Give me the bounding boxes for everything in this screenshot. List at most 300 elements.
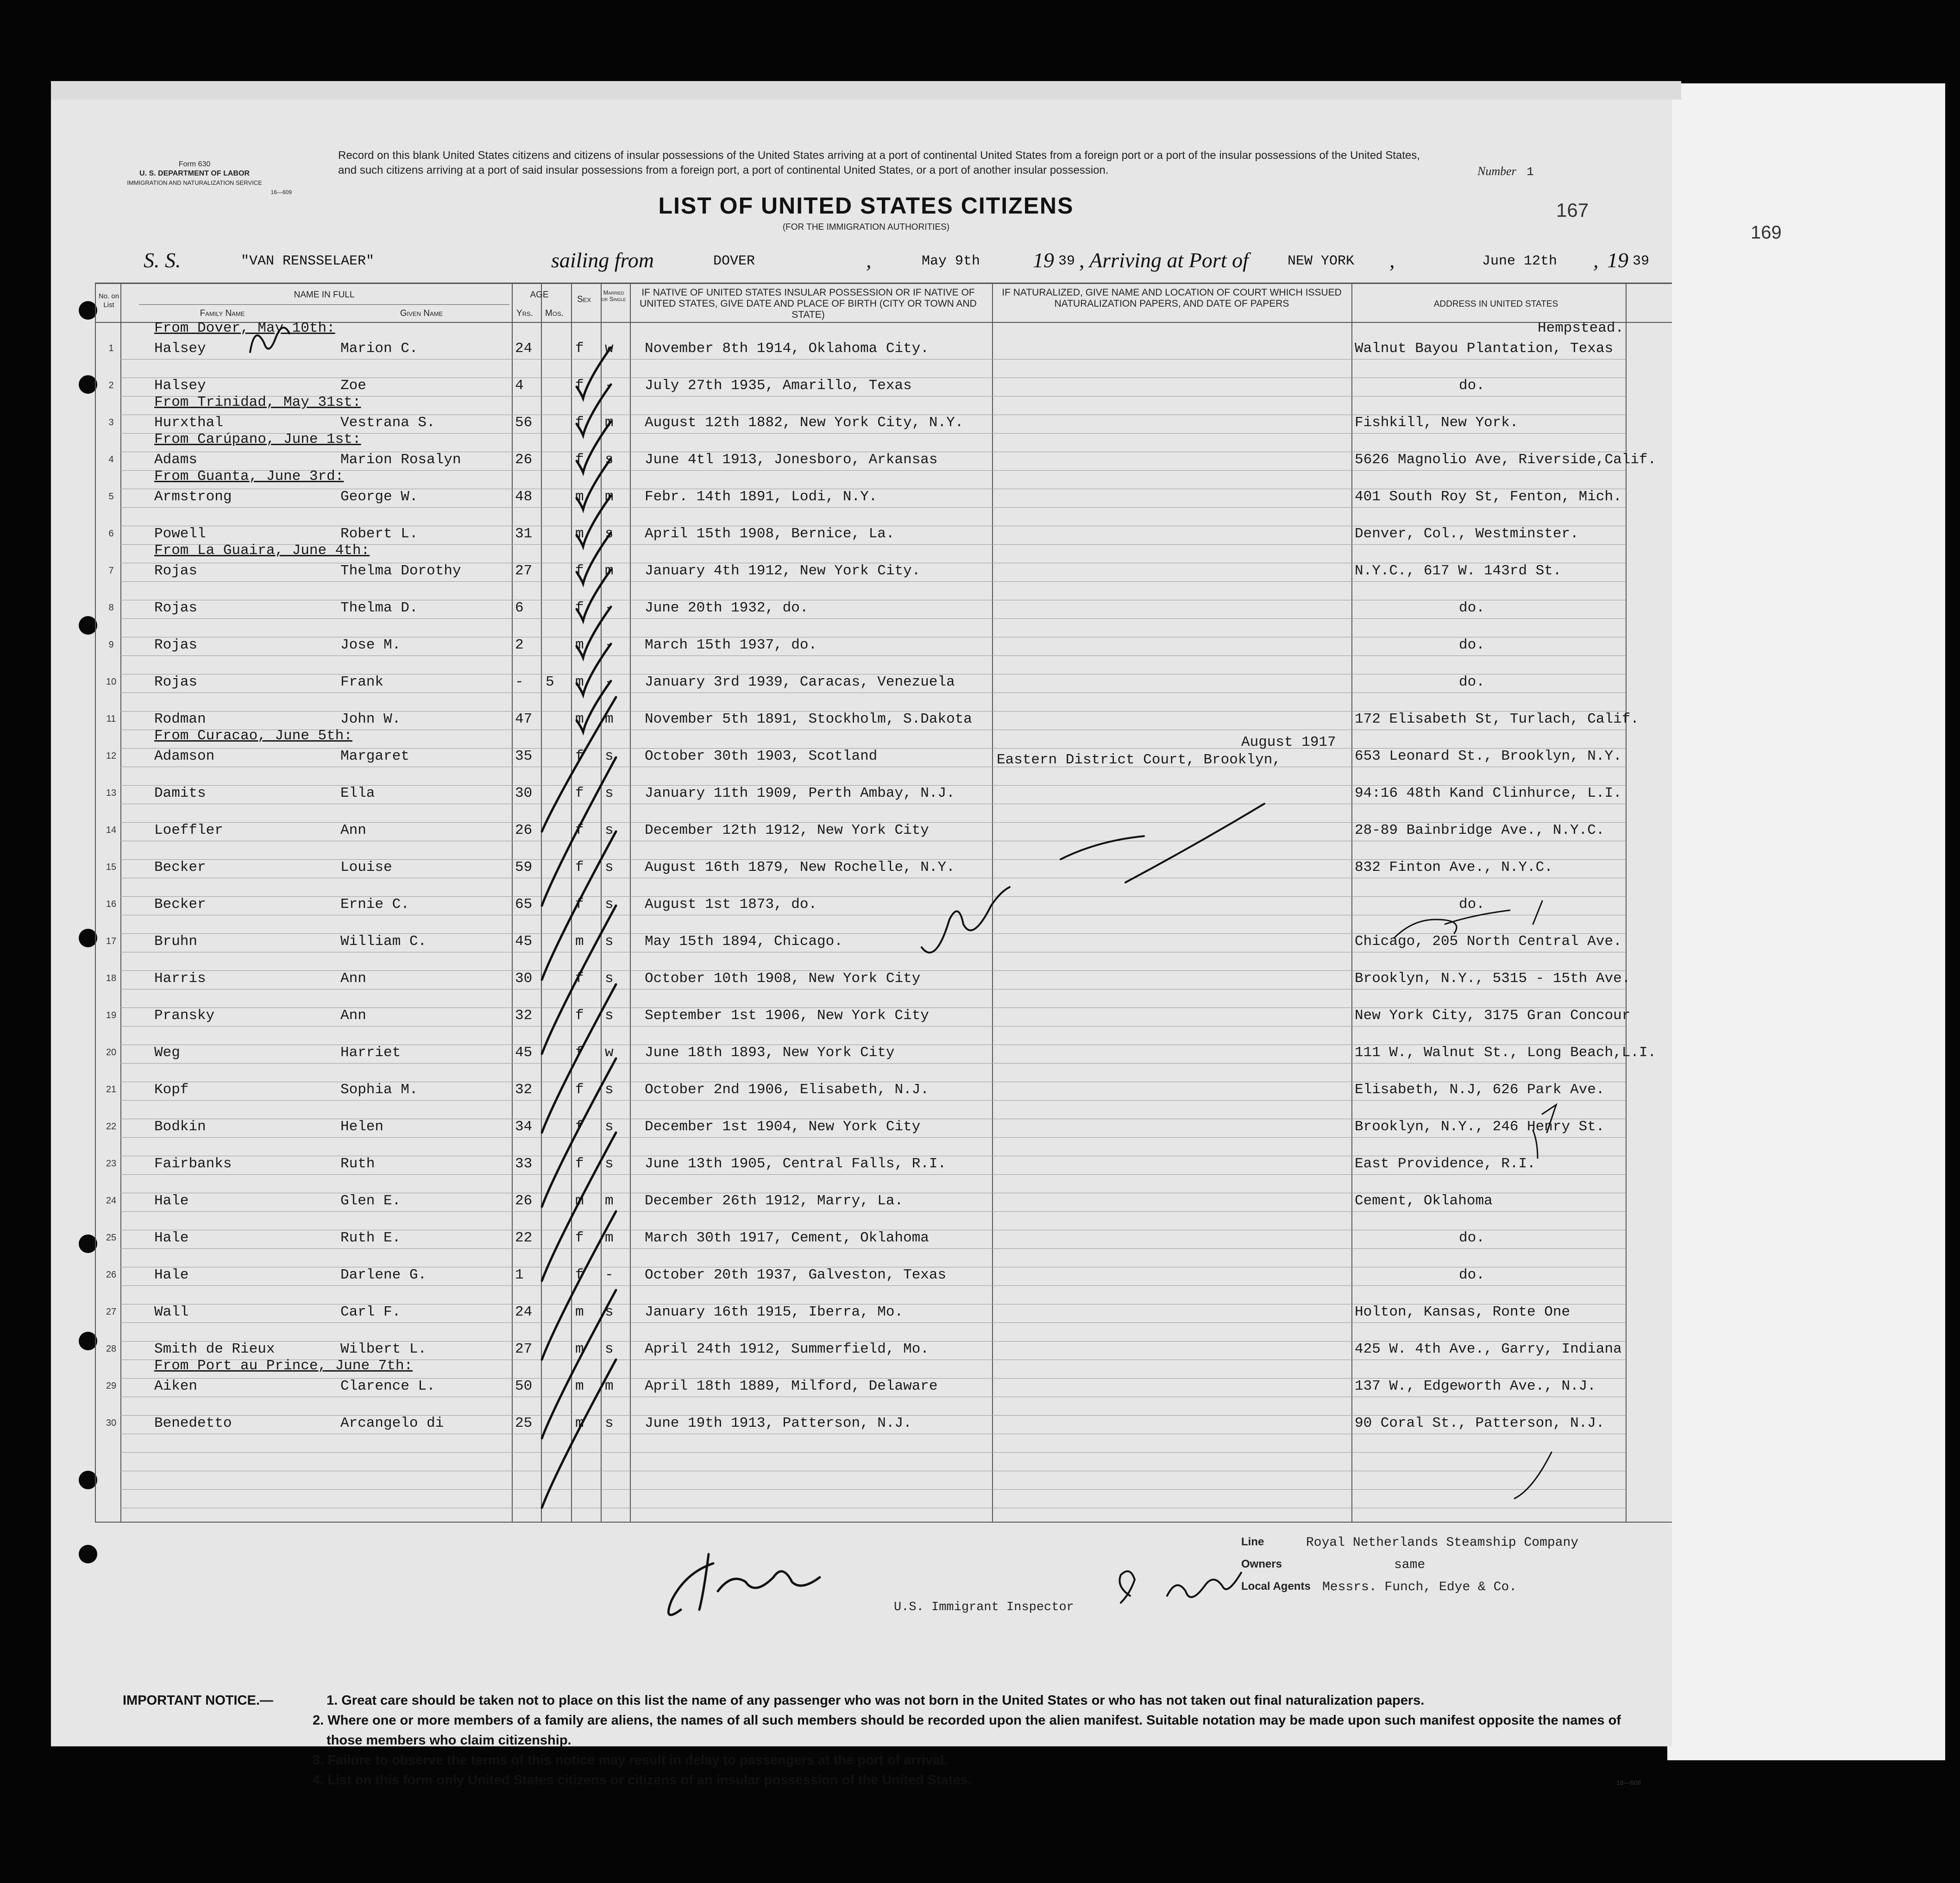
number-value: 1: [1527, 165, 1534, 179]
marital-status: s: [605, 970, 614, 987]
row-number: 18: [106, 973, 117, 983]
address: Chicago, 205 North Central Ave.: [1355, 933, 1622, 950]
sex: f: [575, 748, 584, 764]
age-years: 35: [515, 748, 533, 764]
birth-info: April 24th 1912, Summerfield, Mo.: [645, 1341, 929, 1357]
given-name: Harriet: [340, 1045, 401, 1061]
sailing-label: sailing from: [551, 248, 654, 272]
address: 425 W. 4th Ave., Garry, Indiana: [1355, 1341, 1622, 1357]
ss-label: S. S.: [144, 248, 181, 272]
birth-info: October 10th 1908, New York City: [645, 970, 921, 987]
given-name: Frank: [340, 674, 384, 690]
given-name: William C.: [340, 933, 427, 950]
group-header: From Dover, May 10th:: [154, 320, 335, 336]
row-number: 17: [106, 936, 117, 946]
marital-status: s: [605, 859, 614, 875]
marital-status: w: [605, 340, 614, 357]
age-years: 25: [515, 1415, 533, 1431]
handwritten-check: [542, 1211, 616, 1360]
birth-info: December 12th 1912, New York City: [645, 822, 929, 838]
address: N.Y.C., 617 W. 143rd St.: [1355, 563, 1562, 579]
given-name: Darlene G.: [340, 1267, 427, 1283]
given-name: Carl F.: [340, 1304, 401, 1320]
inspector-signature: [668, 1554, 820, 1615]
age-years: -: [515, 674, 524, 690]
family-name: Becker: [154, 859, 206, 875]
family-name: Wall: [154, 1304, 189, 1320]
age-years: 50: [515, 1378, 533, 1394]
address: 28-89 Bainbridge Ave., N.Y.C.: [1355, 822, 1605, 838]
row-number: 9: [108, 640, 114, 650]
sex: f: [575, 340, 584, 357]
age-years: 26: [515, 452, 533, 468]
given-name: Marion Rosalyn: [340, 452, 461, 468]
marital-status: s: [605, 1082, 614, 1098]
arriving-label: , Arriving at Port of: [1079, 248, 1249, 272]
line-field: [1241, 1536, 1579, 1550]
marital-status: s: [605, 1304, 614, 1320]
sex: f: [575, 452, 584, 468]
row-number: 15: [106, 862, 117, 872]
group-header: From Carúpano, June 1st:: [154, 431, 361, 447]
age-years: 48: [515, 489, 533, 505]
address: do.: [1459, 1267, 1485, 1283]
age-years: 45: [515, 933, 533, 950]
birth-info: May 15th 1894, Chicago.: [645, 933, 843, 950]
given-name: Jose M.: [340, 637, 401, 653]
given-name: Ruth: [340, 1156, 375, 1172]
family-name: Adams: [154, 452, 198, 468]
header-age: AGE: [530, 290, 549, 300]
address: do.: [1459, 674, 1485, 690]
sex: f: [575, 378, 584, 394]
family-name: Hale: [154, 1267, 189, 1283]
row-number: 28: [106, 1344, 117, 1354]
year-prefix-from: 19: [1033, 248, 1054, 272]
birth-info: April 15th 1908, Bernice, La.: [645, 526, 895, 542]
marital-status: s: [605, 526, 614, 542]
row-number: 14: [106, 825, 117, 835]
row-number: 29: [106, 1381, 117, 1391]
handwritten-check: [542, 906, 616, 1054]
birth-info: July 27th 1935, Amarillo, Texas: [645, 378, 912, 394]
handwritten-check: [542, 1360, 616, 1508]
sex: f: [575, 563, 584, 579]
birth-info: January 3rd 1939, Caracas, Venezuela: [645, 674, 955, 690]
birth-info: January 11th 1909, Perth Ambay, N.J.: [645, 785, 955, 801]
group-header: From Curacao, June 5th:: [154, 728, 352, 744]
sex: m: [575, 1193, 584, 1209]
family-name: Fairbanks: [154, 1156, 232, 1172]
handwritten-marks: [51, 100, 1672, 1746]
given-name: Vestrana S.: [340, 415, 435, 431]
age-years: 30: [515, 970, 533, 987]
birth-info: June 18th 1893, New York City: [645, 1045, 895, 1061]
marital-status: s: [605, 452, 614, 468]
age-years: 34: [515, 1119, 533, 1135]
header-mos: Mos.: [545, 309, 564, 318]
family-name: Hale: [154, 1193, 189, 1209]
birth-info: January 4th 1912, New York City.: [645, 563, 921, 579]
birth-info: June 4tl 1913, Jonesboro, Arkansas: [645, 452, 938, 468]
birth-info: September 1st 1906, New York City: [645, 1008, 929, 1024]
owners-field: [1241, 1558, 1426, 1572]
family-name: Harris: [154, 970, 206, 987]
owners-value: same: [1394, 1558, 1426, 1572]
sex: f: [575, 415, 584, 431]
sex: f: [575, 1008, 584, 1024]
family-name: Rojas: [154, 563, 198, 579]
family-name: Aiken: [154, 1378, 198, 1394]
age-years: 59: [515, 859, 533, 875]
given-name: Ann: [340, 1008, 366, 1024]
marital-status: s: [605, 1415, 614, 1431]
row-number: 8: [108, 603, 114, 613]
birth-info: August 1st 1873, do.: [645, 896, 817, 913]
family-name: Halsey: [154, 340, 206, 357]
address: Denver, Col., Westminster.: [1355, 526, 1579, 542]
age-years: 2: [515, 637, 524, 653]
sex: f: [575, 896, 584, 913]
sex: m: [575, 637, 584, 653]
birth-info: March 15th 1937, do.: [645, 637, 817, 653]
sex: m: [575, 1304, 584, 1320]
sex: f: [575, 1230, 584, 1246]
row-number: 1: [108, 343, 114, 353]
row-number: 13: [106, 788, 117, 798]
birth-info: June 19th 1913, Patterson, N.J.: [645, 1415, 912, 1431]
marital-status: m: [605, 1378, 614, 1394]
family-name: Rojas: [154, 637, 198, 653]
given-name: Margaret: [340, 748, 409, 764]
age-years: 30: [515, 785, 533, 801]
sex: f: [575, 1267, 584, 1283]
marital-status: m: [605, 415, 614, 431]
address: do.: [1459, 600, 1485, 616]
sex: f: [575, 1045, 584, 1061]
agents-field: [1241, 1580, 1517, 1594]
marital-status: m: [605, 1193, 614, 1209]
naturalization-court: Eastern District Court, Brooklyn,: [997, 752, 1281, 768]
address: do.: [1459, 896, 1485, 913]
given-name: Zoe: [340, 378, 366, 394]
header-married: Married or Single: [601, 289, 626, 302]
handwritten-check: [542, 697, 616, 831]
footer-print-code: 16—608: [1616, 1779, 1641, 1786]
age-years: 65: [515, 896, 533, 913]
row-number: 21: [106, 1084, 117, 1095]
family-name: Hurxthal: [154, 415, 223, 431]
form-print-code: 16—609: [270, 189, 292, 195]
address: East Providence, R.I.: [1355, 1156, 1536, 1172]
line-value: Royal Netherlands Steamship Company: [1306, 1536, 1579, 1550]
row-number: 4: [108, 454, 114, 465]
family-name: Bruhn: [154, 933, 198, 950]
handwritten-squiggle: [1514, 1452, 1552, 1499]
birth-info: June 13th 1905, Central Falls, R.I.: [645, 1156, 947, 1172]
given-name: Ann: [340, 822, 366, 838]
handwritten-squiggle: [1533, 1105, 1556, 1158]
sex: m: [575, 1378, 584, 1394]
marital-status: m: [605, 1230, 614, 1246]
header-address: ADDRESS IN UNITED STATES: [1433, 299, 1558, 309]
given-name: Arcangelo di: [340, 1415, 444, 1431]
page-title: LIST OF UNITED STATES CITIZENS: [658, 193, 1074, 219]
handwritten-check: [542, 757, 616, 906]
header-yrs: Yrs.: [516, 309, 533, 318]
marital-status: -: [605, 674, 614, 690]
sex: f: [575, 970, 584, 987]
marital-status: -: [605, 1267, 614, 1283]
age-years: 1: [515, 1267, 524, 1283]
family-name: Smith de Rieux: [154, 1341, 275, 1357]
birth-info: Febr. 14th 1891, Lodi, N.Y.: [645, 489, 878, 505]
family-name: Rojas: [154, 674, 198, 690]
age-years: 24: [515, 340, 533, 357]
notice-item: 4. List on this form only United States citizens or citizens of an insular possession of the United States.: [313, 1773, 972, 1788]
given-name: George W.: [340, 489, 418, 505]
group-header: From Guanta, June 3rd:: [154, 468, 344, 485]
sex: m: [575, 489, 584, 505]
sex: f: [575, 1119, 584, 1135]
sex: f: [575, 1156, 584, 1172]
marital-status: s: [605, 896, 614, 913]
service: IMMIGRATION AND NATURALIZATION SERVICE: [127, 179, 262, 186]
family-name: Rojas: [154, 600, 198, 616]
handwritten-squiggle: [1394, 901, 1542, 938]
family-name: Weg: [154, 1045, 180, 1061]
row-number: 6: [108, 529, 114, 539]
handwritten-check: [577, 681, 611, 732]
date-to: June 12th: [1482, 253, 1558, 269]
age-years: 26: [515, 822, 533, 838]
row-number: 26: [106, 1270, 117, 1280]
given-name: Clarence L.: [340, 1378, 435, 1394]
age-years: 24: [515, 1304, 533, 1320]
sex: m: [575, 1415, 584, 1431]
group-header: From Trinidad, May 31st:: [154, 394, 361, 410]
header-sex: Sex: [577, 295, 591, 304]
family-name: Pransky: [154, 1008, 215, 1024]
given-name: Louise: [340, 859, 392, 875]
given-name: Robert L.: [340, 526, 418, 542]
page-edge: [51, 81, 1681, 100]
address: 172 Elisabeth St, Turlach, Calif.: [1355, 711, 1639, 727]
address: 94:16 48th Kand Clinhurce, L.I.: [1355, 785, 1622, 801]
birth-info: December 26th 1912, Marry, La.: [645, 1193, 904, 1209]
sex: f: [575, 822, 584, 838]
header-no: No. on List: [98, 292, 119, 309]
birth-info: October 2nd 1906, Elisabeth, N.J.: [645, 1082, 929, 1098]
marital-status: s: [605, 785, 614, 801]
address: Elisabeth, N.J, 626 Park Ave.: [1355, 1082, 1605, 1098]
marital-status: -: [605, 637, 614, 653]
family-name: Kopf: [154, 1082, 189, 1098]
stamp-number: 167: [1556, 199, 1589, 221]
sex: m: [575, 933, 584, 950]
marital-status: s: [605, 933, 614, 950]
age-years: 4: [515, 378, 524, 394]
row-number: 19: [106, 1010, 117, 1020]
birth-info: March 30th 1917, Cement, Oklahoma: [645, 1230, 929, 1246]
marital-status: s: [605, 748, 614, 764]
birth-info: December 1st 1904, New York City: [645, 1119, 921, 1135]
handwritten-check: [542, 831, 616, 980]
marital-status: -: [605, 600, 614, 616]
given-name: Thelma D.: [340, 600, 418, 616]
marital-status: s: [605, 1008, 614, 1024]
row-number: 24: [106, 1196, 117, 1206]
age-years: 31: [515, 526, 533, 542]
birth-info: November 5th 1891, Stockholm, S.Dakota: [645, 711, 972, 727]
manifest-page: [51, 100, 1672, 1788]
family-name: Benedetto: [154, 1415, 232, 1431]
header-name: NAME IN FULL: [294, 290, 355, 300]
marital-status: m: [605, 489, 614, 505]
marital-status: w: [605, 1045, 614, 1061]
handwritten-time: [1120, 1571, 1242, 1603]
department: U. S. DEPARTMENT OF LABOR: [139, 170, 250, 177]
address: 111 W., Walnut St., Long Beach,L.I.: [1355, 1045, 1657, 1061]
family-name: Loeffler: [154, 822, 223, 838]
given-name: Helen: [340, 1119, 384, 1135]
birth-info: June 20th 1932, do.: [645, 600, 809, 616]
row-number: 11: [106, 714, 116, 724]
agents-value: Messrs. Funch, Edye & Co.: [1322, 1580, 1517, 1594]
age-months: 5: [546, 674, 554, 690]
sex: f: [575, 859, 584, 875]
notice-item: 2. Where one or more members of a family are aliens, the names of all such members should be recorded upon the alien manifest. Suitable notation may be made upon such manifest opposite the names of those members who claim citizenship.: [313, 1713, 1621, 1748]
age-years: 32: [515, 1008, 533, 1024]
back-page-number: 169: [1751, 222, 1782, 243]
birth-info: November 8th 1914, Oklahoma City.: [645, 340, 929, 357]
year-prefix-to: 19: [1607, 248, 1628, 272]
address-continuation: Hempstead.: [1538, 320, 1624, 336]
handwritten-check: [542, 1058, 616, 1207]
address: do.: [1459, 378, 1485, 394]
birth-info: October 30th 1903, Scotland: [645, 748, 878, 764]
address: 137 W., Edgeworth Ave., N.J.: [1355, 1378, 1596, 1394]
year-to: 39: [1633, 253, 1650, 269]
address: Holton, Kansas, Ronte One: [1355, 1304, 1571, 1320]
header-family: Family Name: [200, 309, 245, 318]
sex: m: [575, 674, 584, 690]
row-number: 22: [106, 1121, 117, 1132]
address: do.: [1459, 637, 1485, 653]
page-subtitle: (FOR THE IMMIGRATION AUTHORITIES): [782, 222, 950, 232]
age-years: 6: [515, 600, 524, 616]
address: 832 Finton Ave., N.Y.C.: [1355, 859, 1553, 875]
given-name: Sophia M.: [340, 1082, 418, 1098]
age-years: 33: [515, 1156, 533, 1172]
row-number: 30: [106, 1418, 117, 1428]
family-name: Armstrong: [154, 489, 232, 505]
address: Brooklyn, N.Y., 5315 - 15th Ave.: [1355, 970, 1631, 987]
sex: m: [575, 1341, 584, 1357]
family-name: Halsey: [154, 378, 206, 394]
group-header: From La Guaira, June 4th:: [154, 542, 370, 559]
row-number: 25: [106, 1233, 117, 1243]
sex: f: [575, 785, 584, 801]
birth-info: August 12th 1882, New York City, N.Y.: [645, 415, 964, 431]
year-from: 39: [1058, 253, 1075, 269]
marital-status: s: [605, 1341, 614, 1357]
address: 653 Leonard St., Brooklyn, N.Y.: [1355, 748, 1622, 764]
given-name: Thelma Dorothy: [340, 563, 461, 579]
header-naturalized: IF NATURALIZED, GIVE NAME AND LOCATION OF COURT WHICH ISSUED NATURALIZATION PAPERS, AND DATE OF PAPERS: [1002, 287, 1342, 309]
inspector-label: U.S. Immigrant Inspector: [894, 1600, 1074, 1614]
back-page: [1667, 83, 1945, 1760]
port-from: DOVER: [713, 253, 755, 269]
birth-info: January 16th 1915, Iberra, Mo.: [645, 1304, 904, 1320]
given-name: Ann: [340, 970, 366, 987]
form-number: Form 630: [178, 160, 211, 168]
age-years: 27: [515, 1341, 533, 1357]
marital-status: s: [605, 1119, 614, 1135]
family-name: Hale: [154, 1230, 189, 1246]
address: Fishkill, New York.: [1355, 415, 1519, 431]
row-number: 10: [106, 677, 117, 687]
naturalization-date: August 1917: [1241, 734, 1336, 750]
row-number: 12: [106, 751, 117, 761]
row-number: 20: [106, 1047, 117, 1058]
age-years: 27: [515, 563, 533, 579]
row-number: 3: [108, 417, 114, 428]
notice-item: 1. Great care should be taken not to place on this list the name of any passenger who was not born in the United States or who has not taken out final naturalization papers.: [327, 1693, 1425, 1708]
handwritten-check: [542, 1290, 616, 1438]
handwritten-squiggle: [1061, 804, 1264, 882]
line-label: Line: [1241, 1536, 1264, 1548]
sex: m: [575, 526, 584, 542]
row-number: 27: [106, 1307, 117, 1317]
birth-info: August 16th 1879, New Rochelle, N.Y.: [645, 859, 955, 875]
port-to: NEW YORK: [1288, 253, 1355, 269]
given-name: Ruth E.: [340, 1230, 401, 1246]
marital-status: m: [605, 563, 614, 579]
row-number: 23: [106, 1159, 117, 1169]
instructions-text: Record on this blank United States citizens and citizens of insular possessions of the United States arriving at a port of continental United States from a foreign port or a port of the insular possessions of the United States, and such citizens arriving at a port of said insular possessions from a foreign port, a port of continental United States, or a port of another insular possession.: [338, 149, 1420, 176]
handwritten-check: [542, 1133, 616, 1281]
handwritten-squiggle: [922, 887, 1010, 952]
group-header: From Port au Prince, June 7th:: [154, 1358, 413, 1374]
age-years: 45: [515, 1045, 533, 1061]
date-from: May 9th: [922, 253, 980, 269]
header-birth: IF NATIVE OF UNITED STATES INSULAR POSSESSION OR IF NATIVE OF UNITED STATES, GIVE DATE AND PLACE OF BIRTH (CITY OR TOWN AND STATE): [640, 287, 977, 320]
birth-info: April 18th 1889, Milford, Delaware: [645, 1378, 938, 1394]
address: do.: [1459, 1230, 1485, 1246]
address: New York City, 3175 Gran Concour: [1355, 1008, 1631, 1024]
age-years: 32: [515, 1082, 533, 1098]
sex: f: [575, 600, 584, 616]
notice-item: 3. Failure to observe the terms of this notice may result in delay to passengers at the port of arrival.: [313, 1753, 948, 1768]
row-number: 7: [108, 566, 114, 576]
row-number: 16: [106, 899, 117, 909]
given-name: Ernie C.: [340, 896, 409, 913]
number-label: Number: [1477, 164, 1516, 178]
header-given: Given Name: [400, 309, 443, 318]
address: Cement, Oklahoma: [1355, 1193, 1493, 1209]
marital-status: -: [605, 378, 614, 394]
birth-info: October 20th 1937, Galveston, Texas: [645, 1267, 947, 1283]
important-notice: [123, 1691, 1651, 1790]
address: 401 South Roy St, Fenton, Mich.: [1355, 489, 1622, 505]
notice-lead: IMPORTANT NOTICE.—: [123, 1693, 273, 1708]
family-name: Powell: [154, 526, 206, 542]
sex: m: [575, 711, 584, 727]
given-name: John W.: [340, 711, 401, 727]
ship-name: "VAN RENSSELAER": [241, 253, 375, 269]
address: Brooklyn, N.Y., 246 Henry St.: [1355, 1119, 1605, 1135]
